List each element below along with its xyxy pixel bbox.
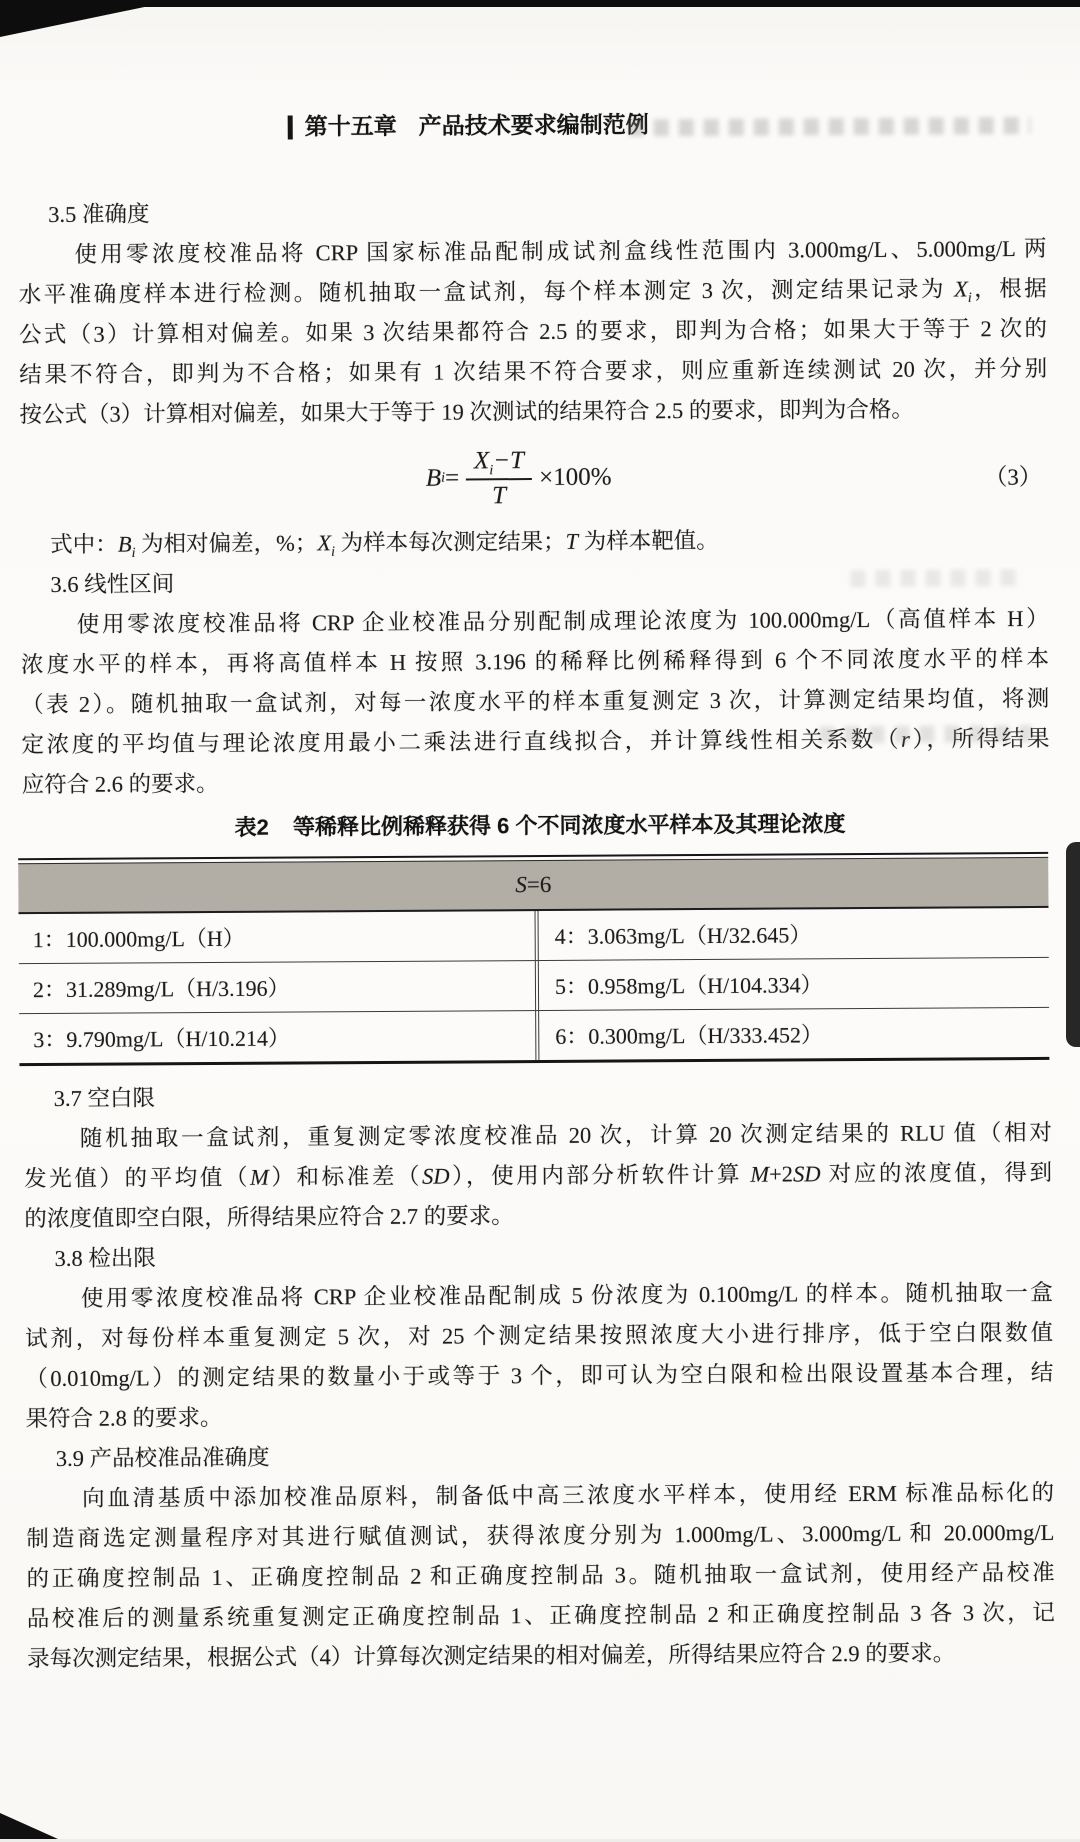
paragraph-line: 浓度水平的样本，再将高值样本 H 按照 3.196 的稀释比例稀释得到 6 个不同浓度水平的样本 (0, 639, 1079, 686)
line-text: 式中： (50, 532, 118, 557)
paragraph-line: 使用零浓度校准品将 CRP 国家标准品配制成试剂盒线性范围内 3.000mg/L、5.000mg/L 两 (0, 229, 1077, 276)
variable-SD: SD (422, 1163, 450, 1188)
paragraph-line: 的浓度值即空白限，所得结果应符合 2.7 的要求。 (2, 1192, 1080, 1239)
line-text: ），所得结果 (910, 726, 1050, 752)
variable-subscript: i (968, 291, 972, 306)
bleedthrough-smudge (850, 569, 1025, 587)
table-body (19, 907, 1050, 1065)
paragraph-line: 果符合 2.8 的要求。 (3, 1392, 1080, 1439)
bleedthrough-smudge (819, 725, 1031, 743)
section-3-7 (2, 1072, 1080, 1239)
paragraph-line: 结果不符合，即判为不合格；如果有 1 次结果不符合要求，则应重新连续测试 20 次，并分别 (0, 349, 1077, 396)
table-2-caption (0, 803, 1080, 850)
equals-sign: = (445, 464, 459, 492)
paragraph-line: （0.010mg/L）的测定结果的数量小于或等于 3 个，即可认为空白限和检出限设置基本合理，结 (3, 1352, 1080, 1399)
paragraph-line: 应符合 2.6 的要求。 (0, 759, 1080, 806)
formula-lhs: B (426, 465, 441, 493)
table-row (19, 907, 1049, 962)
paragraph-line: （表 2）。随机抽取一盒试剂，对每一浓度水平的样本重复测定 3 次，计算测定结果均值，将测 (0, 679, 1079, 726)
table-cell: 4：3.063mg/L（H/32.645） (535, 907, 1049, 959)
paragraph-line: 制造商选定测量程序对其进行赋值测试，获得浓度分别为 1.000mg/L、3.000mg/L 和 20.000mg/L (4, 1512, 1080, 1559)
fraction (466, 447, 532, 510)
section-3-6-title: 3.6 线性区间 (0, 559, 1079, 606)
table-cell: 2：31.289mg/L（H/3.196） (19, 961, 535, 1013)
line-text: ），使用内部分析软件计算 (449, 1161, 750, 1188)
paragraph-line: 的正确度控制品 1、正确度控制品 2 和正确度控制品 3。随机抽取一盒试剂，使用经产品校准 (4, 1552, 1080, 1599)
section-3-8 (3, 1232, 1080, 1439)
variable-M: M (250, 1164, 269, 1189)
section-3-7-title: 3.7 空白限 (2, 1072, 1080, 1119)
table-caption-text: 等稀释比例稀释获得 6 个不同浓度水平样本及其理论浓度 (293, 811, 846, 839)
table-cell: 6：0.300mg/L（H/333.452） (535, 1007, 1049, 1059)
line-text: ）和标准差（ (269, 1163, 422, 1189)
table-caption-label: 表2 (234, 815, 268, 840)
table-cell: 5：0.958mg/L（H/104.334） (535, 957, 1049, 1009)
line-text: 为样本靶值。 (578, 528, 719, 554)
line-text: 对应的浓度值，得到 (820, 1159, 1052, 1185)
scan-right-edge-tab (1066, 842, 1080, 1047)
times-100-percent: ×100% (539, 464, 612, 492)
formula-number-tag: （3） (984, 458, 1042, 491)
fraction-numerator (468, 447, 530, 478)
table-2 (18, 852, 1049, 1066)
section-3-6 (0, 559, 1080, 806)
table-row (19, 1006, 1049, 1062)
section-3-9-title: 3.9 产品校准品准确度 (4, 1432, 1080, 1479)
chapter-marker-bar (288, 115, 293, 139)
line-text: 水平准确度样本进行检测。随机抽取一盒试剂，每个样本测定 3 次，测定结果记录为 (19, 276, 954, 307)
formula-relative-deviation (0, 439, 1078, 518)
bleedthrough-smudge (629, 117, 1031, 136)
variable-SD: SD (793, 1161, 821, 1186)
numerator-rest: −T (493, 447, 524, 474)
formula-legend-line (0, 519, 1078, 566)
table-row (19, 956, 1049, 1012)
line-text: +2 (769, 1161, 793, 1186)
line-text: 为样本每次测定结果； (335, 529, 566, 555)
paragraph-line: 使用零浓度校准品将 CRP 企业校准品配制成 5 份浓度为 0.100mg/L 的样本。随机抽取一盒 (3, 1272, 1080, 1319)
paragraph-line: 向血清基质中添加校准品原料，制备低中高三浓度水平样本，使用经 ERM 标准品标化的 (4, 1472, 1080, 1519)
table-header-row (18, 856, 1048, 913)
fraction-denominator: T (466, 478, 532, 510)
chapter-title: 产品技术要求编制范例 (419, 106, 649, 140)
section-3-5 (0, 189, 1078, 436)
paragraph-line: 公式（3）计算相对偏差。如果 3 次结果都符合 2.5 的要求，即判为合格；如果大于等于 2 次的 (0, 309, 1077, 356)
line-text: 定浓度的平均值与理论浓度用最小二乘法进行直线拟合，并计算线性相关系数（ (21, 727, 901, 757)
variable-subscript: i (132, 546, 136, 561)
variable-Xi: X (317, 530, 331, 555)
variable-r: r (901, 727, 910, 752)
variable-Bi: B (118, 531, 132, 556)
table-cell: 3：9.790mg/L（H/10.214） (19, 1011, 535, 1063)
variable-subscript: i (331, 545, 335, 560)
paragraph-line (2, 1152, 1080, 1199)
variable-M: M (750, 1161, 769, 1186)
table-cell: 1：100.000mg/L（H） (19, 911, 535, 963)
section-3-9 (4, 1432, 1080, 1679)
paragraph-line: 按公式（3）计算相对偏差，如果大于等于 19 次测试的结果符合 2.5 的要求，即判为合格。 (0, 389, 1078, 436)
paragraph-line: 试剂，对每份样本重复测定 5 次，对 25 个测定结果按照浓度大小进行排序，低于空白限数值 (3, 1312, 1080, 1359)
table-header-variable-S: S (515, 872, 527, 897)
paragraph-line: 录每次测定结果，根据公式（4）计算每次测定结果的相对偏差，所得结果应符合 2.9 的要求。 (5, 1632, 1080, 1679)
section-3-8-title: 3.8 检出限 (3, 1232, 1080, 1279)
paragraph-line: 品校准后的测量系统重复测定正确度控制品 1、正确度控制品 2 和正确度控制品 3 各 3 次，记 (5, 1592, 1080, 1639)
table-header-value: =6 (527, 871, 552, 896)
chapter-number: 第十五章 (305, 108, 397, 142)
paragraph-line: 使用零浓度校准品将 CRP 企业校准品分别配制成理论浓度为 100.000mg/L（高值样本 H） (0, 599, 1079, 646)
paragraph-line (0, 269, 1077, 316)
variable-Xi: X (954, 276, 968, 301)
variable-T: T (565, 529, 578, 554)
paragraph-line: 随机抽取一盒试剂，重复测定零浓度校准品 20 次，计算 20 次测定结果的 RLU 值（相对 (2, 1112, 1080, 1159)
variable-subscript: i (489, 463, 493, 478)
line-text: ，根据 (972, 276, 1047, 301)
section-3-5-title: 3.5 准确度 (0, 189, 1076, 236)
line-text: 发光值）的平均值（ (24, 1164, 250, 1190)
line-text: 为相对偏差，%； (135, 530, 317, 556)
variable-Xi: X (474, 447, 489, 474)
